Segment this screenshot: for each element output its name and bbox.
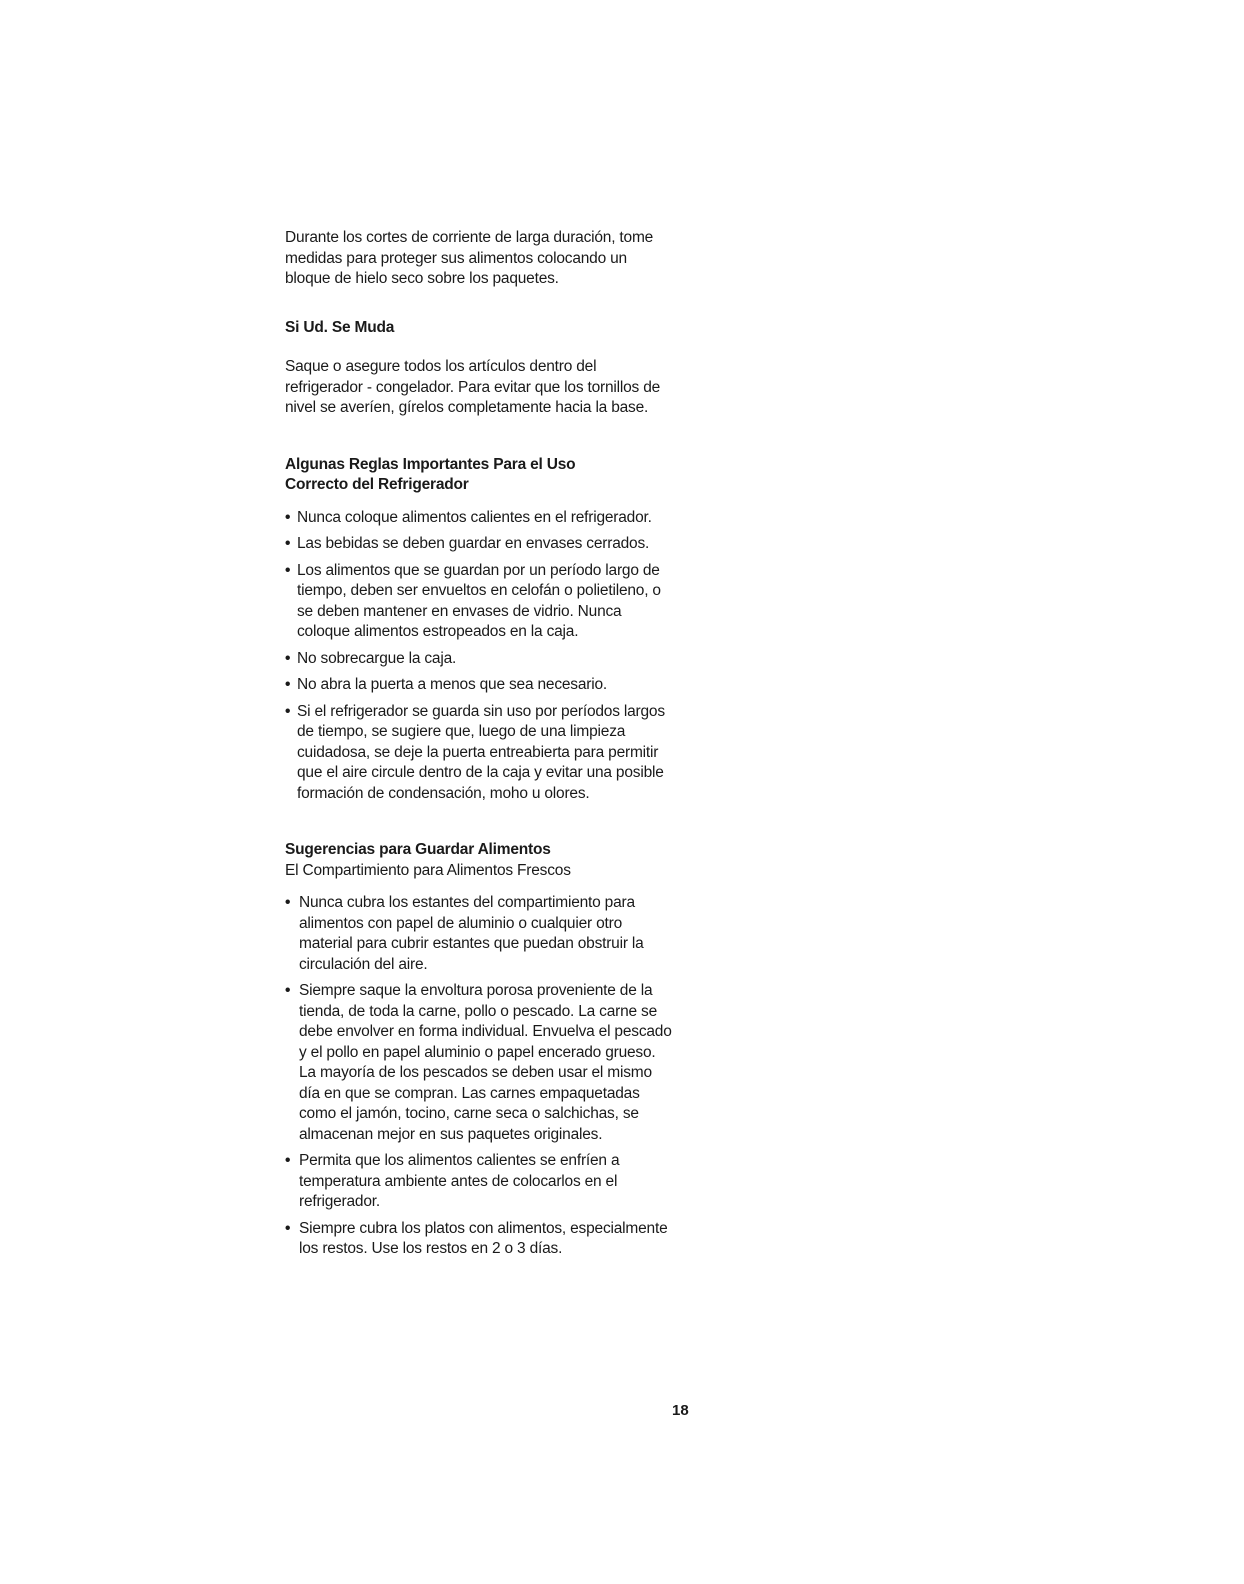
list-item xyxy=(285,893,675,975)
list-item-text: Permita que los alimentos calientes se enfríen a temperatura ambiente antes de colocarlos en el refrigerador. xyxy=(299,1152,620,1210)
bullet-icon: • xyxy=(285,982,291,999)
rules-list xyxy=(285,508,675,805)
list-item-text: No abra la puerta a menos que sea necesario. xyxy=(297,676,608,693)
bullet-icon: • xyxy=(285,508,291,526)
section-heading-move: Si Ud. Se Muda xyxy=(285,318,395,336)
section-heading-rules xyxy=(285,455,675,496)
bullet-icon: • xyxy=(285,649,291,667)
list-item xyxy=(285,561,675,643)
text-column xyxy=(285,228,675,1296)
bullet-icon: • xyxy=(285,561,291,579)
rules-heading-line-1: Algunas Reglas Importantes Para el Uso xyxy=(285,455,576,473)
storage-heading-title: Sugerencias para Guardar Alimentos xyxy=(285,841,551,858)
list-item-text: Nunca cubra los estantes del compartimiento para alimentos con papel de aluminio o cualquier otro material para cubrir estantes que puedan obstruir la circulación del aire. xyxy=(299,894,644,973)
list-item-text: Si el refrigerador se guarda sin uso por períodos largos de tiempo, se sugiere que, luego de una limpieza cuidadosa, se deje la puerta entreabierta para permitir que el aire circule dentro de la caja y evitar una posible formación de condensación, moho u olores. xyxy=(297,702,665,802)
rules-heading-line-2: Correcto del Refrigerador xyxy=(285,476,469,493)
list-item-text: No sobrecargue la caja. xyxy=(297,649,457,667)
list-item xyxy=(285,508,675,529)
list-item xyxy=(285,675,675,696)
list-item xyxy=(285,1151,675,1213)
list-item-text: Nunca coloque alimentos calientes en el refrigerador. xyxy=(297,508,652,526)
section-heading-storage xyxy=(285,840,675,881)
storage-list xyxy=(285,893,675,1260)
bullet-icon: • xyxy=(285,535,291,552)
list-item xyxy=(285,981,675,1145)
list-item xyxy=(285,1219,675,1260)
list-item-text: Siempre saque la envoltura porosa proveniente de la tienda, de toda la carne, pollo o pescado. La carne se debe envolver en forma individual. Envuelva el pescado y el pollo en papel aluminio o papel encerado grueso. La mayoría de los pescados se deben usar el mismo día en que se compran. Las carnes empaquetadas como el jamón, tocino, carne seca o salchichas, se almacenan mejor en sus paquetes originales. xyxy=(299,982,672,1143)
list-item xyxy=(285,702,675,805)
page-number: 18 xyxy=(672,1402,689,1419)
list-item xyxy=(285,534,675,555)
storage-heading-subtitle: El Compartimiento para Alimentos Frescos xyxy=(285,861,571,879)
list-item-text: Siempre cubra los platos con alimentos, especialmente los restos. Use los restos en 2 o 3 días. xyxy=(299,1219,668,1257)
bullet-icon: • xyxy=(285,676,291,693)
bullet-icon: • xyxy=(285,1152,291,1169)
list-item-text: Los alimentos que se guardan por un período largo de tiempo, deben ser envueltos en celofán o polietileno, o se deben mantener en envases de vidrio. Nunca coloque alimentos estropeados en la caja. xyxy=(297,561,661,640)
bullet-icon: • xyxy=(285,894,291,911)
bullet-icon: • xyxy=(285,702,291,720)
list-item-text: Las bebidas se deben guardar en envases cerrados. xyxy=(297,535,650,552)
bullet-icon: • xyxy=(285,1219,291,1237)
section-body-move: Saque o asegure todos los artículos dentro del refrigerador - congelador. Para evitar que los tornillos de nivel se averíen, gírelos completamente hacia la base. xyxy=(285,358,661,416)
intro-paragraph: Durante los cortes de corriente de larga duración, tome medidas para proteger sus alimentos colocando un bloque de hielo seco sobre los paquetes. xyxy=(285,229,654,287)
list-item xyxy=(285,649,675,670)
